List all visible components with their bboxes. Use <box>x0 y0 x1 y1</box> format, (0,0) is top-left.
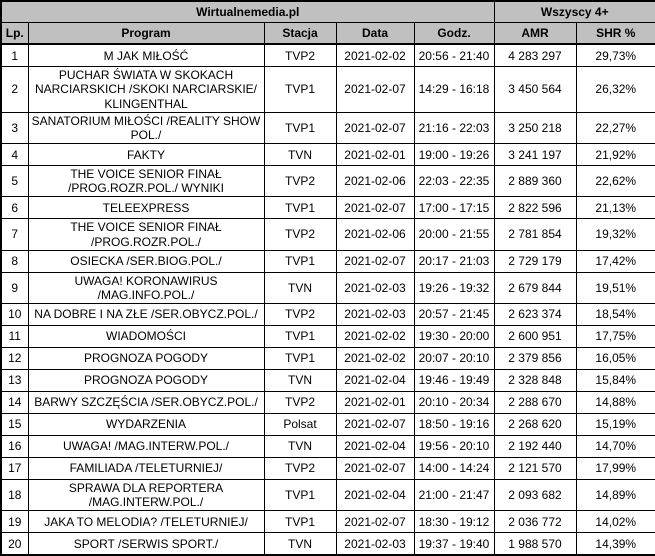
table-row <box>1 112 655 143</box>
cell-data: 2021-02-06 <box>336 166 414 197</box>
cell-lp: 7 <box>1 219 28 250</box>
cell-program: FAKTY <box>28 144 264 166</box>
cell-stacja: TVN <box>264 272 336 303</box>
cell-program: M JAK MIŁOŚĆ <box>28 44 264 67</box>
cell-data: 2021-02-06 <box>336 219 414 250</box>
table-row <box>1 414 655 436</box>
cell-lp: 6 <box>1 197 28 219</box>
cell-data: 2021-02-02 <box>336 348 414 370</box>
cell-data: 2021-02-07 <box>336 67 414 112</box>
cell-program: SANATORIUM MIŁOŚCI /REALITY SHOW POL./ <box>28 112 264 143</box>
cell-lp: 11 <box>1 326 28 348</box>
cell-stacja: TVP1 <box>264 511 336 533</box>
cell-amr: 2 328 848 <box>494 370 576 392</box>
cell-godz: 22:03 - 22:35 <box>414 166 494 197</box>
table-row <box>1 458 655 480</box>
cell-godz: 17:00 - 17:15 <box>414 197 494 219</box>
cell-godz: 18:50 - 19:16 <box>414 414 494 436</box>
cell-stacja: TVP1 <box>264 197 336 219</box>
cell-data: 2021-02-03 <box>336 304 414 326</box>
cell-program: TELEEXPRESS <box>28 197 264 219</box>
cell-amr: 3 250 218 <box>494 112 576 143</box>
cell-data: 2021-02-01 <box>336 144 414 166</box>
cell-godz: 19:56 - 20:10 <box>414 436 494 458</box>
cell-data: 2021-02-01 <box>336 392 414 414</box>
cell-amr: 3 241 197 <box>494 144 576 166</box>
cell-amr: 2 623 374 <box>494 304 576 326</box>
cell-shr: 14,39% <box>576 533 655 556</box>
cell-shr: 14,88% <box>576 392 655 414</box>
cell-program: WYDARZENIA <box>28 414 264 436</box>
table-row <box>1 219 655 250</box>
cell-godz: 19:26 - 19:32 <box>414 272 494 303</box>
cell-data: 2021-02-02 <box>336 326 414 348</box>
cell-lp: 1 <box>1 44 28 67</box>
cell-data: 2021-02-07 <box>336 197 414 219</box>
cell-program: SPRAWA DLA REPORTERA /MAG.INTERW.POL./ <box>28 480 264 511</box>
cell-stacja: TVP2 <box>264 304 336 326</box>
cell-stacja: TVN <box>264 370 336 392</box>
cell-godz: 20:57 - 21:45 <box>414 304 494 326</box>
cell-stacja: TVP2 <box>264 44 336 67</box>
cell-amr: 2 379 856 <box>494 348 576 370</box>
cell-lp: 9 <box>1 272 28 303</box>
cell-amr: 2 729 179 <box>494 250 576 272</box>
cell-program: SPORT /SERWIS SPORT./ <box>28 533 264 556</box>
table-row <box>1 44 655 67</box>
cell-godz: 18:30 - 19:12 <box>414 511 494 533</box>
cell-program: UWAGA! KORONAWIRUS /MAG.INFO.POL./ <box>28 272 264 303</box>
cell-stacja: TVP1 <box>264 348 336 370</box>
cell-data: 2021-02-07 <box>336 414 414 436</box>
cell-amr: 2 822 596 <box>494 197 576 219</box>
cell-godz: 14:29 - 16:18 <box>414 67 494 112</box>
cell-lp: 4 <box>1 144 28 166</box>
table-row <box>1 511 655 533</box>
cell-data: 2021-02-03 <box>336 272 414 303</box>
cell-lp: 14 <box>1 392 28 414</box>
cell-data: 2021-02-04 <box>336 436 414 458</box>
cell-stacja: TVN <box>264 533 336 556</box>
column-header-godz: Godz. <box>414 23 494 45</box>
cell-amr: 2 093 682 <box>494 480 576 511</box>
cell-program: THE VOICE SENIOR FINAŁ /PROG.ROZR.POL./ WYNIKI <box>28 166 264 197</box>
cell-lp: 12 <box>1 348 28 370</box>
cell-amr: 4 283 297 <box>494 44 576 67</box>
cell-godz: 20:17 - 21:03 <box>414 250 494 272</box>
cell-amr: 2 121 570 <box>494 458 576 480</box>
cell-godz: 14:00 - 14:24 <box>414 458 494 480</box>
cell-amr: 2 889 360 <box>494 166 576 197</box>
cell-amr: 2 679 844 <box>494 272 576 303</box>
cell-amr: 2 781 854 <box>494 219 576 250</box>
cell-shr: 29,73% <box>576 44 655 67</box>
cell-data: 2021-02-04 <box>336 370 414 392</box>
cell-amr: 2 600 951 <box>494 326 576 348</box>
cell-shr: 19,51% <box>576 272 655 303</box>
table-row <box>1 144 655 166</box>
cell-lp: 18 <box>1 480 28 511</box>
cell-lp: 13 <box>1 370 28 392</box>
cell-lp: 10 <box>1 304 28 326</box>
cell-stacja: TVP1 <box>264 250 336 272</box>
table-body <box>1 44 655 555</box>
cell-shr: 19,32% <box>576 219 655 250</box>
column-header-data: Data <box>336 23 414 45</box>
cell-shr: 26,32% <box>576 67 655 112</box>
table-row <box>1 533 655 556</box>
column-header-program: Program <box>28 23 264 45</box>
table-row <box>1 326 655 348</box>
cell-lp: 3 <box>1 112 28 143</box>
table-row <box>1 348 655 370</box>
cell-godz: 21:00 - 21:47 <box>414 480 494 511</box>
cell-godz: 20:07 - 20:10 <box>414 348 494 370</box>
cell-program: BARWY SZCZĘŚCIA /SER.OBYCZ.POL./ <box>28 392 264 414</box>
cell-lp: 5 <box>1 166 28 197</box>
cell-lp: 19 <box>1 511 28 533</box>
table-title-source: Wirtualnemedia.pl <box>1 1 494 23</box>
cell-godz: 19:37 - 19:40 <box>414 533 494 556</box>
cell-shr: 21,92% <box>576 144 655 166</box>
cell-godz: 21:16 - 22:03 <box>414 112 494 143</box>
table-row <box>1 392 655 414</box>
cell-data: 2021-02-04 <box>336 480 414 511</box>
cell-godz: 19:30 - 20:00 <box>414 326 494 348</box>
table-title-audience-group: Wszyscy 4+ <box>494 1 655 23</box>
table-row <box>1 370 655 392</box>
cell-program: JAKA TO MELODIA? /TELETURNIEJ/ <box>28 511 264 533</box>
cell-stacja: TVP1 <box>264 112 336 143</box>
cell-program: UWAGA! /MAG.INTERW.POL./ <box>28 436 264 458</box>
cell-godz: 20:10 - 20:34 <box>414 392 494 414</box>
cell-shr: 22,27% <box>576 112 655 143</box>
cell-shr: 17,75% <box>576 326 655 348</box>
cell-godz: 20:00 - 21:55 <box>414 219 494 250</box>
table-row <box>1 304 655 326</box>
column-header-row <box>1 23 655 45</box>
cell-lp: 20 <box>1 533 28 556</box>
cell-shr: 17,42% <box>576 250 655 272</box>
cell-amr: 1 988 570 <box>494 533 576 556</box>
cell-shr: 14,70% <box>576 436 655 458</box>
cell-shr: 21,13% <box>576 197 655 219</box>
table-row <box>1 67 655 112</box>
cell-shr: 15,19% <box>576 414 655 436</box>
cell-godz: 19:46 - 19:49 <box>414 370 494 392</box>
cell-data: 2021-02-03 <box>336 533 414 556</box>
table-row <box>1 166 655 197</box>
cell-godz: 19:00 - 19:26 <box>414 144 494 166</box>
cell-shr: 17,99% <box>576 458 655 480</box>
cell-data: 2021-02-02 <box>336 44 414 67</box>
cell-shr: 18,54% <box>576 304 655 326</box>
cell-lp: 17 <box>1 458 28 480</box>
table-title-row <box>1 1 655 23</box>
cell-shr: 22,62% <box>576 166 655 197</box>
cell-stacja: TVP1 <box>264 67 336 112</box>
column-header-shr: SHR % <box>576 23 655 45</box>
cell-godz: 20:56 - 21:40 <box>414 44 494 67</box>
table-row <box>1 436 655 458</box>
column-header-amr: AMR <box>494 23 576 45</box>
cell-amr: 2 192 440 <box>494 436 576 458</box>
cell-shr: 16,05% <box>576 348 655 370</box>
cell-program: FAMILIADA /TELETURNIEJ/ <box>28 458 264 480</box>
cell-lp: 16 <box>1 436 28 458</box>
cell-stacja: Polsat <box>264 414 336 436</box>
cell-data: 2021-02-07 <box>336 511 414 533</box>
cell-stacja: TVP2 <box>264 392 336 414</box>
cell-amr: 2 288 670 <box>494 392 576 414</box>
cell-shr: 14,89% <box>576 480 655 511</box>
cell-shr: 15,84% <box>576 370 655 392</box>
cell-data: 2021-02-07 <box>336 250 414 272</box>
cell-program: NA DOBRE I NA ZŁE /SER.OBYCZ.POL./ <box>28 304 264 326</box>
cell-stacja: TVP2 <box>264 458 336 480</box>
cell-lp: 8 <box>1 250 28 272</box>
cell-program: OSIECKA /SER.BIOG.POL./ <box>28 250 264 272</box>
cell-program: PROGNOZA POGODY <box>28 370 264 392</box>
cell-program: PROGNOZA POGODY <box>28 348 264 370</box>
cell-data: 2021-02-07 <box>336 458 414 480</box>
cell-amr: 2 036 772 <box>494 511 576 533</box>
column-header-lp: Lp. <box>1 23 28 45</box>
cell-stacja: TVN <box>264 436 336 458</box>
table-row <box>1 197 655 219</box>
cell-data: 2021-02-07 <box>336 112 414 143</box>
cell-shr: 14,02% <box>576 511 655 533</box>
cell-stacja: TVP1 <box>264 326 336 348</box>
table-row <box>1 272 655 303</box>
column-header-stacja: Stacja <box>264 23 336 45</box>
cell-stacja: TVP2 <box>264 166 336 197</box>
cell-lp: 15 <box>1 414 28 436</box>
table-row <box>1 480 655 511</box>
table-row <box>1 250 655 272</box>
cell-amr: 2 268 620 <box>494 414 576 436</box>
cell-program: THE VOICE SENIOR FINAŁ /PROG.ROZR.POL./ <box>28 219 264 250</box>
cell-stacja: TVN <box>264 144 336 166</box>
cell-program: PUCHAR ŚWIATA W SKOKACH NARCIARSKICH /SKOKI NARCIARSKIE/ KLINGENTHAL <box>28 67 264 112</box>
cell-program: WIADOMOŚCI <box>28 326 264 348</box>
cell-lp: 2 <box>1 67 28 112</box>
cell-stacja: TVP2 <box>264 219 336 250</box>
cell-amr: 3 450 564 <box>494 67 576 112</box>
cell-stacja: TVP1 <box>264 480 336 511</box>
